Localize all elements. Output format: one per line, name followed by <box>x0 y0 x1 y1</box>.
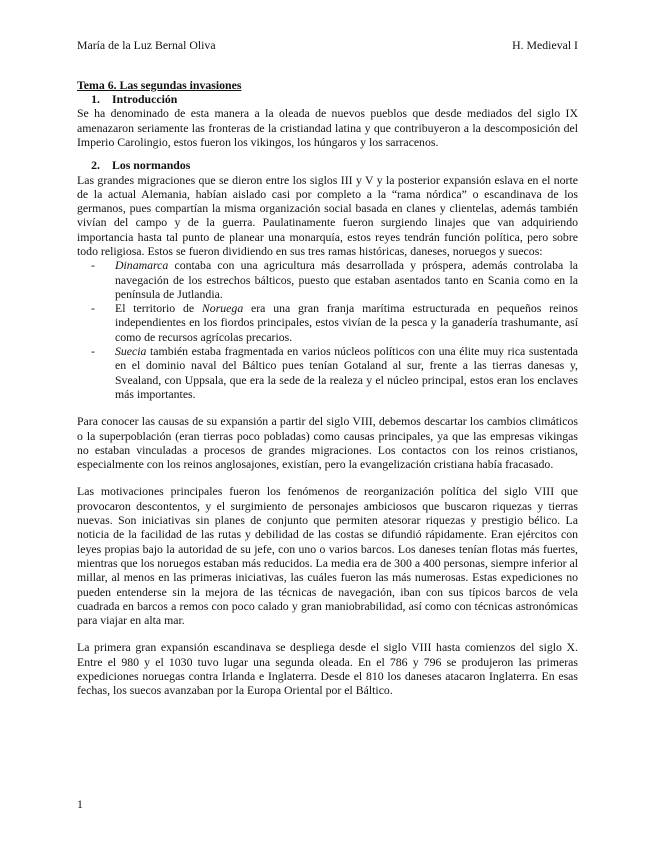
expansion-paragraph: La primera gran expansión escandinava se despliega desde el siglo VIII hasta comienzos del siglo X. Entre el 980 y el 1030 tuvo lugar una segunda oleada. En el 786 y 796 se produjeron las primeras expediciones noruegas contra Irlanda e Inglaterra. Desde el 810 los daneses atacaron Inglaterra. En esas fechas, los suecos avanzaban por la Europa Oriental por el Báltico. <box>77 640 578 698</box>
list-dash: - <box>91 258 95 273</box>
kingdom-name: Dinamarca <box>115 258 169 273</box>
section-title: Los normandos <box>112 158 191 173</box>
list-item <box>77 344 578 401</box>
list-item <box>77 258 578 301</box>
header-course: H. Medieval I <box>512 38 578 52</box>
list-dash: - <box>91 301 95 316</box>
section-number: 1. <box>91 92 100 107</box>
list-dash: - <box>91 344 95 359</box>
kingdom-name: Suecia <box>115 344 147 359</box>
section-number: 2. <box>91 158 100 173</box>
section-heading-introduccion <box>77 92 578 106</box>
list-item-text <box>115 258 578 301</box>
running-header <box>77 38 578 52</box>
list-item-after: también estaba fragmentada en varios núcleos políticos con una élite muy rica sustentada en el dominio naval del Báltico pues tenían Gotaland al sur, frente a las tierras danesas y, Svealand, con Uppsala, que era la sede de la realeza y el núcleo principal, estos eran los enclaves más importantes. <box>115 344 578 401</box>
motivations-paragraph: Las motivaciones principales fueron los fenómenos de reorganización política del siglo VIII que provocaron descontentos, y el surgimiento de personajes ambiciosos que buscaron riquezas y tierras nuevas. Son iniciativas sin planes de conjunto que permiten atesorar riquezas y prestigio bélico. La noticia de la facilidad de las rutas y debilidad de las costas se difundió rápidamente. Eran ejércitos con leyes propias bajo la autoridad de su jefe, con uno o varios barcos. Los daneses tenían flotas más fuertes, mientras que los noruegos estaban más reducidos. La media era de 300 a 400 personas, siempre inferior al millar, al menos en las primeras iniciativas, las cuáles fueron las más numerosas. Estas expediciones no pueden entenderse sin la mejora de las técnicas de navegación, iban con sus típicos barcos de vela cuadrada en barcos a remos con poco calado y gran maniobrabilidad, así como con técnicas astronómicas para viajar en alta mar. <box>77 484 578 628</box>
intro-paragraph: Se ha denominado de esta manera a la oleada de nuevos pueblos que desde mediados del siglo IX amenazaron seriamente las fronteras de la cristiandad latina y que contribuyeron a la descomposición del Imperio Carolingio, estos fueron los vikingos, los húngaros y los sarracenos. <box>77 106 578 149</box>
section-title: Introducción <box>112 92 178 107</box>
tema-title: Tema 6. Las segundas invasiones <box>77 78 242 92</box>
causes-paragraph: Para conocer las causas de su expansión a partir del siglo VIII, debemos descartar los cambios climáticos o la superpoblación (eran tierras poco pobladas) como causas principales, ya que las empresas vikingas no estaban vinculadas a procesos de grandes migraciones. Los contactos con los reinos cristianos, especialmente con los reinos anglosajones, existían, pero la evangelización cristiana había fracasado. <box>77 414 578 472</box>
list-item-before: El territorio de <box>115 301 202 316</box>
kingdoms-list <box>77 258 578 401</box>
header-author: María de la Luz Bernal Oliva <box>77 38 216 52</box>
list-item-after: contaba con una agricultura más desarrollada y próspera, además controlaba la navegación de los estrechos bálticos, puesto que estaban asentados tanto en Scania como en la península de Jutlandia. <box>115 258 578 301</box>
list-item-text <box>115 301 578 344</box>
list-item-after: era una gran franja marítima estructurada en pequeños reinos independientes en los fiordos principales, estos vivían de la pesca y la ganadería trashumante, así como de recursos agrícolas precarios. <box>115 301 578 344</box>
kingdom-name: Noruega <box>201 301 244 316</box>
list-item <box>77 301 578 344</box>
list-item-text <box>115 344 578 401</box>
section-heading-normandos <box>77 158 578 172</box>
document-page <box>77 38 578 698</box>
page-number: 1 <box>77 797 83 811</box>
normandos-paragraph: Las grandes migraciones que se dieron entre los siglos III y V y la posterior expansión eslava en el norte de la actual Alemania, habían aislado casi por completo a la “rama nórdica” o escandinava de los germanos, pues compartían la misma organización social basada en clanes y clientelas, además también vivían del campo y de la guerra. Paulatinamente fueron surgiendo linajes que van adquiriendo importancia hasta tal punto de planear una monarquía, estos reyes tendrán función política, pero sobre todo religiosa. Estos se fueron dividiendo en sus tres ramas históricas, daneses, noruegos y suecos: <box>77 172 578 258</box>
